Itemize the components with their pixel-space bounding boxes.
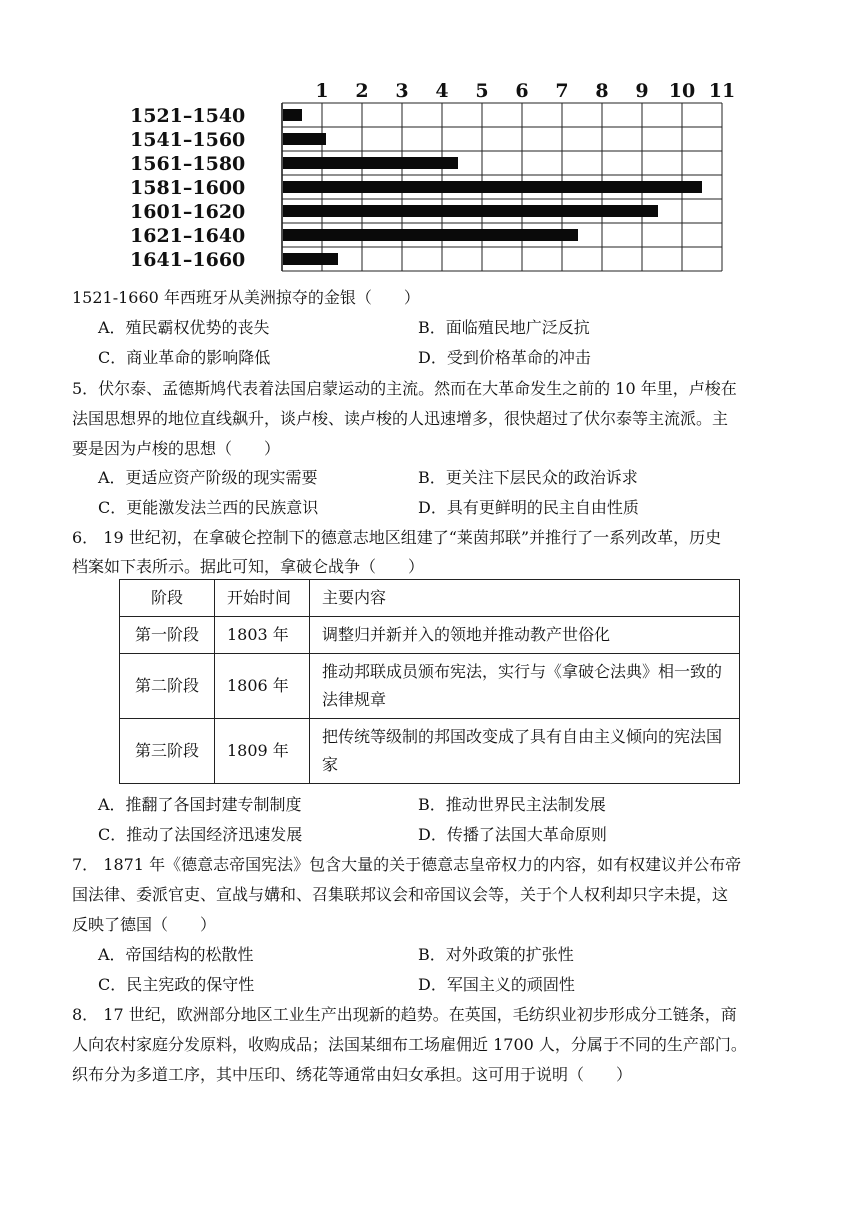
x-tick-label: 8 bbox=[595, 80, 609, 102]
table-row bbox=[120, 617, 740, 654]
q7-option-b[interactable]: B．对外政策的扩张性 bbox=[418, 945, 574, 964]
q7-option-d[interactable]: D．军国主义的顽固性 bbox=[418, 975, 575, 994]
category-label: 1521–1540 bbox=[130, 105, 246, 127]
q6-line-1: 6． 19 世纪初，在拿破仑控制下的德意志地区组建了“莱茵邦联”并推行了一系列改革，历史 bbox=[72, 528, 722, 547]
q4-option-b[interactable]: B．面临殖民地广泛反抗 bbox=[418, 318, 590, 337]
table-cell: 1806 年 bbox=[215, 654, 310, 719]
q7-line-3: 反映了德国（ ） bbox=[72, 915, 217, 934]
q5-option-c[interactable]: C．更能激发法兰西的民族意识 bbox=[98, 498, 319, 517]
q7-line-1: 7． 1871 年《德意志帝国宪法》包含大量的关于德意志皇帝权力的内容，如有权建议并公布帝 bbox=[72, 855, 742, 874]
table-header-row bbox=[120, 580, 740, 617]
q4-option-c[interactable]: C．商业革命的影响降低 bbox=[98, 348, 271, 367]
q6-option-c[interactable]: C．推动了法国经济迅速发展 bbox=[98, 825, 303, 844]
bar bbox=[283, 253, 338, 265]
q5-option-a[interactable]: A．更适应资产阶级的现实需要 bbox=[98, 468, 318, 487]
x-tick-label: 7 bbox=[555, 80, 569, 102]
table-header-cell: 阶段 bbox=[120, 580, 215, 617]
table-header-cell: 开始时间 bbox=[215, 580, 310, 617]
q7-line-2: 国法律、委派官吏、宣战与媾和、召集联邦议会和帝国议会等，关于个人权利却只字未提，这 bbox=[72, 885, 729, 904]
q4-option-a[interactable]: A．殖民霸权优势的丧失 bbox=[98, 318, 270, 337]
x-tick-label: 9 bbox=[635, 80, 649, 102]
table-cell: 第一阶段 bbox=[120, 617, 215, 654]
q7-option-c[interactable]: C．民主宪政的保守性 bbox=[98, 975, 255, 994]
q6-option-b[interactable]: B．推动世界民主法制发展 bbox=[418, 795, 606, 814]
bar bbox=[283, 157, 458, 169]
x-tick-label: 6 bbox=[515, 80, 529, 102]
table-cell: 第二阶段 bbox=[120, 654, 215, 719]
table-cell: 推动邦联成员颁布宪法，实行与《拿破仑法典》相一致的法律规章 bbox=[310, 654, 740, 719]
q4-stem: 1521-1660 年西班牙从美洲掠夺的金银（ ） bbox=[72, 288, 420, 307]
category-label: 1601–1620 bbox=[130, 201, 246, 223]
bar-chart-svg bbox=[120, 78, 740, 273]
q4-option-d[interactable]: D．受到价格革命的冲击 bbox=[418, 348, 591, 367]
bar bbox=[283, 133, 326, 145]
q8-line-2: 人向农村家庭分发原料，收购成品；法国某细布工场雇佣近 1700 人，分属于不同的生产部门。 bbox=[72, 1035, 747, 1054]
q7-option-a[interactable]: A．帝国结构的松散性 bbox=[98, 945, 254, 964]
table-cell: 第三阶段 bbox=[120, 719, 215, 784]
category-label: 1561–1580 bbox=[130, 153, 246, 175]
q5-line-3: 要是因为卢梭的思想（ ） bbox=[72, 439, 281, 458]
bar bbox=[283, 229, 578, 241]
category-label: 1621–1640 bbox=[130, 225, 246, 247]
x-tick-label: 11 bbox=[708, 80, 736, 102]
x-tick-label: 4 bbox=[435, 80, 449, 102]
bar bbox=[283, 109, 302, 121]
q6-option-d[interactable]: D．传播了法国大革命原则 bbox=[418, 825, 607, 844]
table-cell: 调整归并新并入的领地并推动教产世俗化 bbox=[310, 617, 740, 654]
q5-line-1: 5．伏尔泰、孟德斯鸠代表着法国启蒙运动的主流。然而在大革命发生之前的 10 年里，卢梭在 bbox=[72, 379, 737, 398]
category-label: 1641–1660 bbox=[130, 249, 246, 271]
silver-gold-bar-chart bbox=[120, 78, 740, 273]
table-cell: 1803 年 bbox=[215, 617, 310, 654]
table-cell: 1809 年 bbox=[215, 719, 310, 784]
x-tick-label: 2 bbox=[355, 80, 369, 102]
q8-line-3: 织布分为多道工序，其中压印、绣花等通常由妇女承担。这可用于说明（ ） bbox=[72, 1065, 633, 1084]
x-tick-label: 1 bbox=[315, 80, 329, 102]
x-tick-label: 3 bbox=[395, 80, 409, 102]
q5-line-2: 法国思想界的地位直线飙升，谈卢梭、读卢梭的人迅速增多，很快超过了伏尔泰等主流派。主 bbox=[72, 409, 729, 428]
x-tick-label: 5 bbox=[475, 80, 489, 102]
q6-option-a[interactable]: A．推翻了各国封建专制制度 bbox=[98, 795, 302, 814]
x-tick-label: 10 bbox=[668, 80, 696, 102]
category-label: 1541–1560 bbox=[130, 129, 246, 151]
table-cell: 把传统等级制的邦国改变成了具有自由主义倾向的宪法国家 bbox=[310, 719, 740, 784]
table-row bbox=[120, 719, 740, 784]
history-archive-table bbox=[119, 579, 740, 784]
bar bbox=[283, 181, 702, 193]
table-row bbox=[120, 654, 740, 719]
q5-option-b[interactable]: B．更关注下层民众的政治诉求 bbox=[418, 468, 638, 487]
q5-option-d[interactable]: D．具有更鲜明的民主自由性质 bbox=[418, 498, 639, 517]
q6-line-2: 档案如下表所示。据此可知，拿破仑战争（ ） bbox=[72, 557, 425, 576]
table-header-cell: 主要内容 bbox=[310, 580, 740, 617]
bar bbox=[283, 205, 658, 217]
category-label: 1581–1600 bbox=[130, 177, 246, 199]
q8-line-1: 8． 17 世纪，欧洲部分地区工业生产出现新的趋势。在英国，毛纺织业初步形成分工链条，商 bbox=[72, 1005, 737, 1024]
